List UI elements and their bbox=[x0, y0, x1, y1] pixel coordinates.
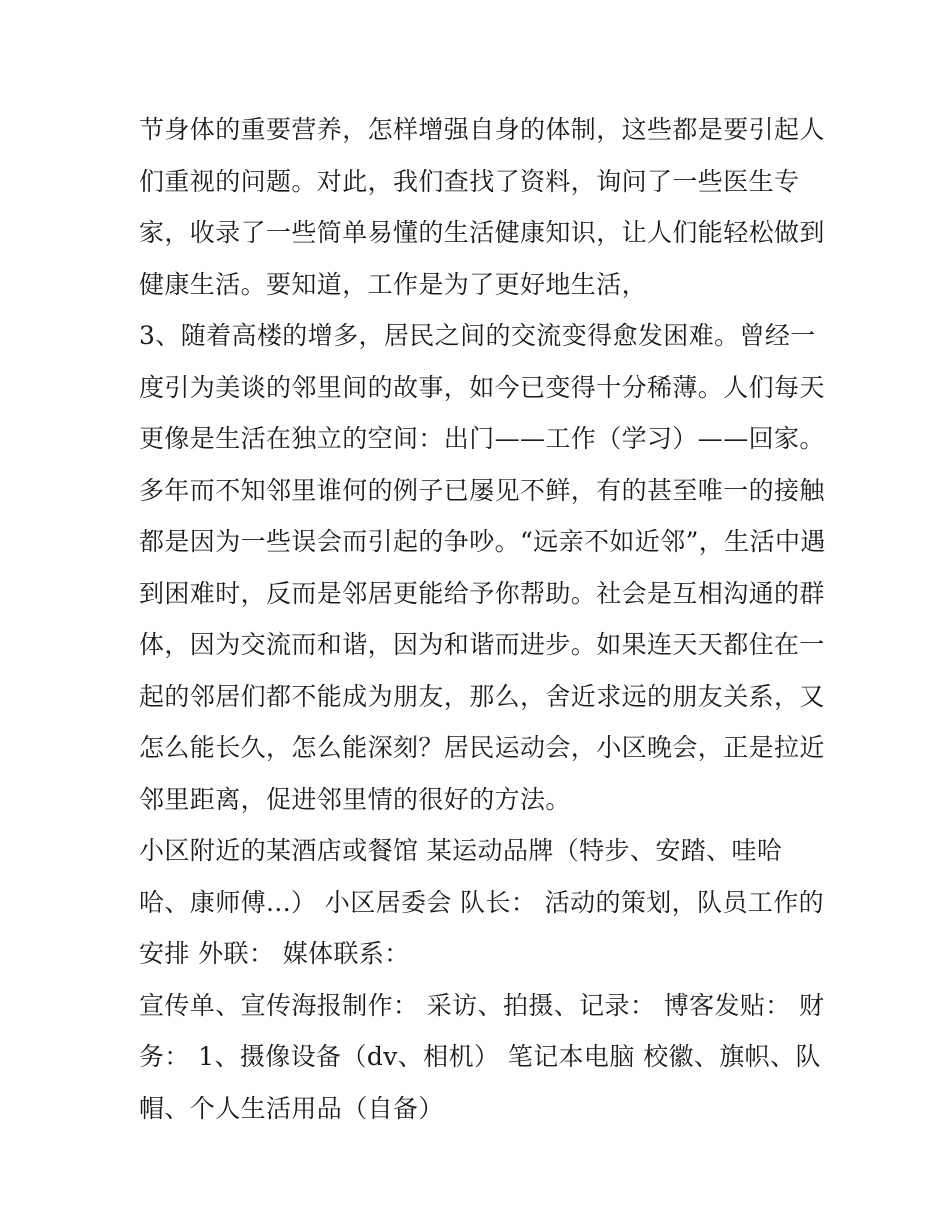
text-line: 邻里距离，促进邻里情的很好的方法。 bbox=[139, 784, 571, 814]
text-line: 安排 外联： 媒体联系： bbox=[139, 939, 410, 968]
text-line: 家，收录了一些简单易懂的生活健康知识，让人们能轻松做到 bbox=[139, 218, 825, 247]
text-line: 们重视的问题。对此，我们查找了资料，询问了一些医生专 bbox=[139, 166, 800, 196]
text-line: 务： 1、摄像设备（dv、相机） 笔记本电脑 校徽、旗帜、队 bbox=[139, 1042, 821, 1071]
text-line: 多年而不知邻里谁何的例子已屡见不鲜，有的甚至唯一的接触 bbox=[139, 475, 825, 505]
text-line: 怎么能长久，怎么能深刻？居民运动会，小区晚会，正是拉近 bbox=[139, 733, 825, 762]
text-line: 体，因为交流而和谐，因为和谐而进步。如果连天天都住在一 bbox=[139, 630, 825, 659]
text-line: 小区附近的某酒店或餐馆 某运动品牌（特步、安踏、哇哈 bbox=[139, 836, 783, 865]
text-line: 起的邻居们都不能成为朋友，那么，舍近求远的朋友关系，又 bbox=[139, 681, 825, 711]
text-line: 哈、康师傅...） 小区居委会 队长： 活动的策划，队员工作的 bbox=[139, 887, 825, 917]
text-line: 度引为美谈的邻里间的故事，如今已变得十分稀薄。人们每天 bbox=[139, 372, 825, 402]
text-line: 更像是生活在独立的空间：出门——工作（学习）——回家。 bbox=[139, 424, 825, 453]
body-text bbox=[139, 104, 826, 1134]
text-line: 到困难时，反而是邻居更能给予你帮助。社会是互相沟通的群 bbox=[139, 578, 825, 608]
text-line: 3、随着高楼的增多，居民之间的交流变得愈发困难。曾经一 bbox=[139, 321, 816, 350]
text-line: 宣传单、宣传海报制作： 采访、拍摄、记录： 博客发贴： 财 bbox=[139, 990, 825, 1020]
text-line: 帽、个人生活用品（自备） bbox=[139, 1093, 444, 1123]
text-line: 健康生活。要知道，工作是为了更好地生活， bbox=[139, 269, 648, 299]
text-line: 都是因为一些误会而引起的争吵。“远亲不如近邻”，生活中遇 bbox=[139, 527, 826, 556]
text-line: 节身体的重要营养，怎样增强自身的体制，这些都是要引起人 bbox=[139, 115, 825, 144]
